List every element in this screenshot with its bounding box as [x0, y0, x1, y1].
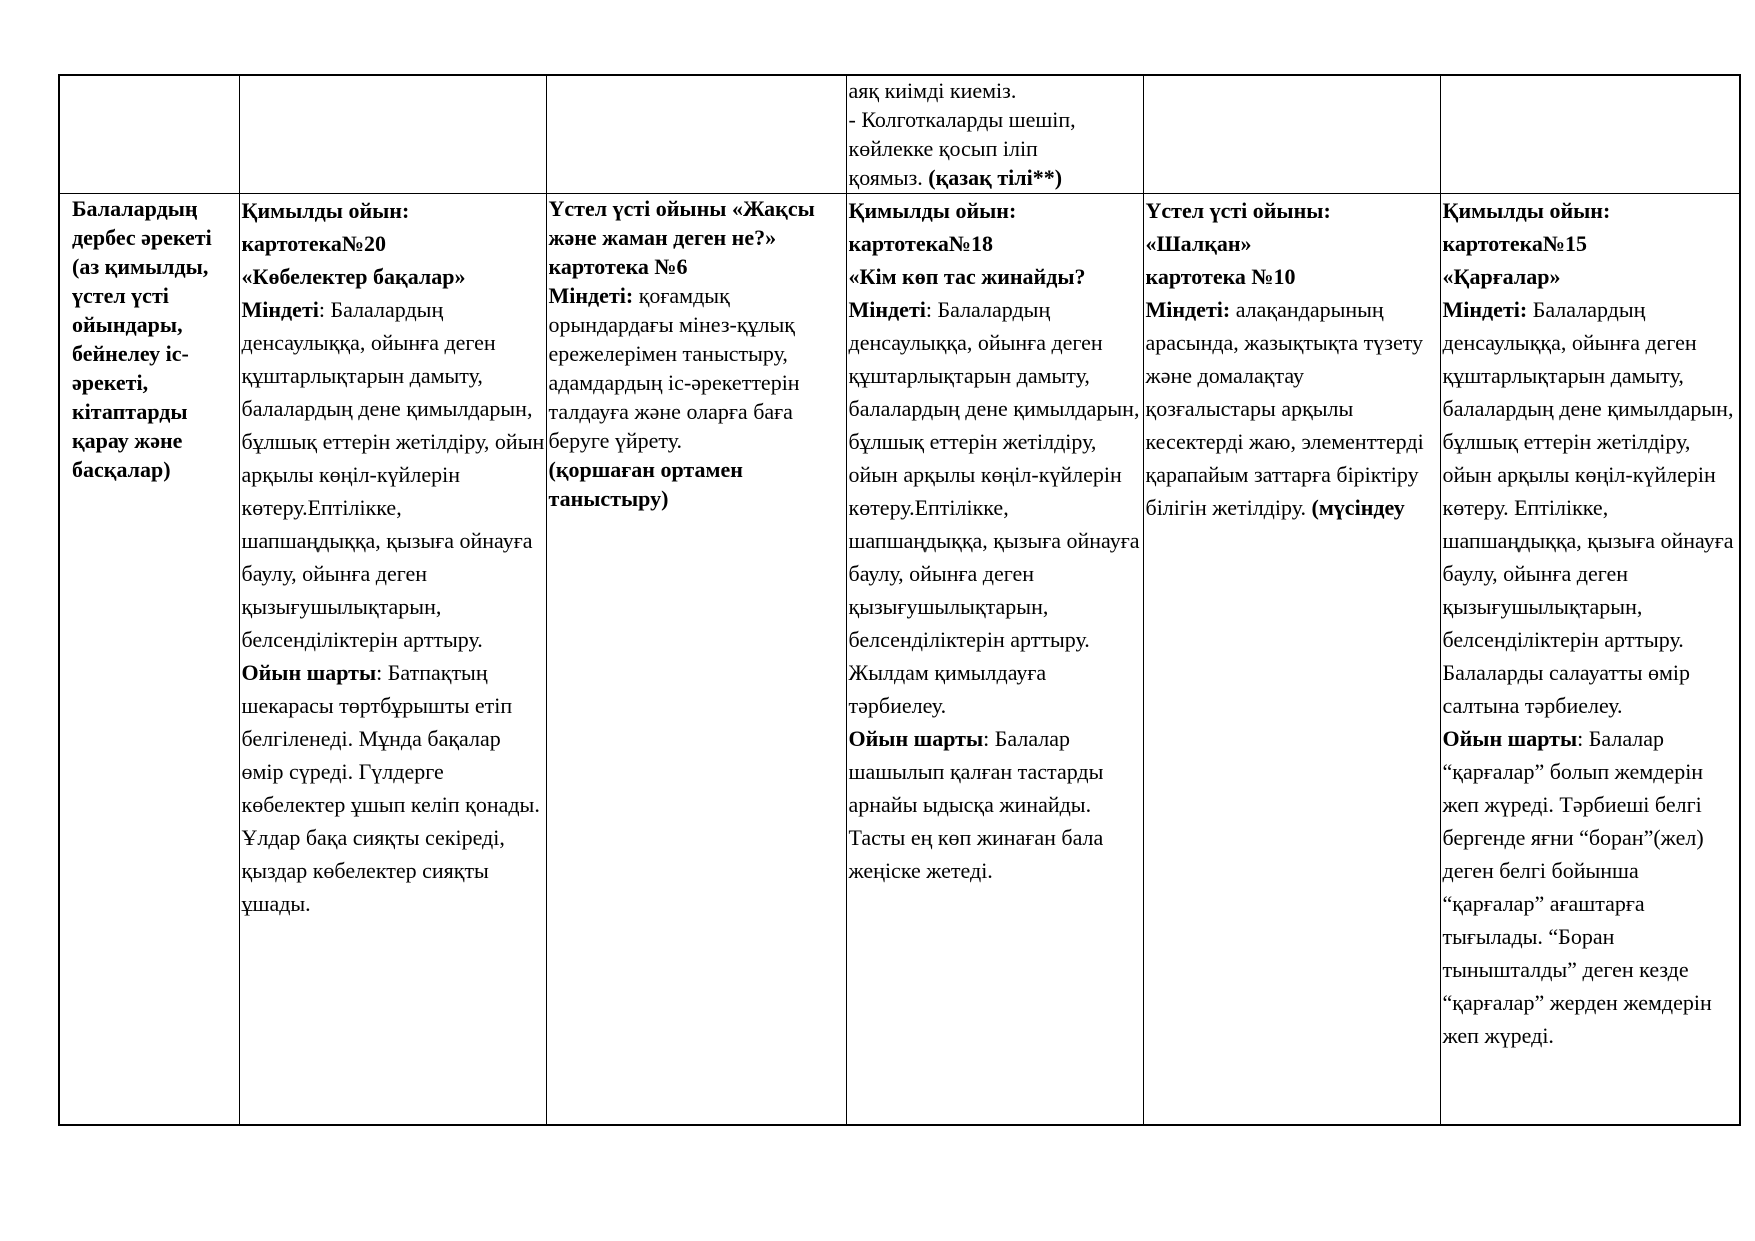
- activity-title-line: картотека №6: [548, 253, 688, 279]
- rules-paragraph: [242, 656, 546, 920]
- cell-line: [849, 105, 1143, 192]
- subject-tag: (қоршаған ортамен таныстыру): [548, 456, 743, 511]
- activity-title-line: картотека№20: [241, 230, 387, 256]
- task-label: Міндеті:: [548, 282, 634, 308]
- activity-title-line: Үстел үсті ойыны:: [1145, 197, 1331, 223]
- activity-title-line: «Көбелектер бақалар»: [241, 263, 466, 289]
- activity-title-line: Қимылды ойын:: [848, 197, 1017, 223]
- activity-title-line: «Кім көп тас жинайды?: [848, 263, 1086, 289]
- cell-text: - Колготкаларды шешіп, көйлекке қосып іліп қоямыз.: [848, 107, 1076, 190]
- rules-text: : Балалар “қарғалар” болып жемдерін жеп жүреді. Тәрбиеші белгі бергенде яғни “боран”(жел) деген белгі бойынша “қарғалар” ағаштарға тығылады. “Боран тынышталды” деген кезде “қарғалар” жерден жемдерін жеп жүреді.: [1442, 725, 1712, 1048]
- rules-paragraph: [849, 722, 1143, 887]
- table-row-continued: [59, 75, 1740, 193]
- task-text: : Балалардың денсаулыққа, ойынға деген құштарлықтарын дамыту, балалардың дене қимылдарын, бұлшық еттерін жетілдіру, ойын арқылы көңіл-күйлерін көтеру.Ептілікке, шапшаңдыққа, қызыға ойнауға баулу, ойынға деген қызығушылықтарын, белсенділіктерін арттыру. Жылдам қимылдауға тәрбиелеу.: [848, 296, 1140, 718]
- table-cell: [59, 75, 239, 193]
- plan-table: [58, 74, 1741, 1126]
- rules-text: : Балалар шашылып қалған тастарды арнайы ыдысқа жинайды. Тасты ең көп жинаған бала жеңіске жетеді.: [848, 725, 1104, 883]
- rules-label: Ойын шарты: [848, 725, 984, 751]
- activity-title-line: «Шалқан»: [1145, 230, 1252, 256]
- rules-label: Ойын шарты: [241, 659, 377, 685]
- task-paragraph: [242, 293, 546, 656]
- task-paragraph: [549, 281, 846, 455]
- activity-cell-4: [1143, 193, 1440, 1125]
- task-paragraph: [1146, 293, 1440, 524]
- activity-title-line: картотека№18: [848, 230, 994, 256]
- task-text: : Балалардың денсаулыққа, ойынға деген құштарлықтарын дамыту, балалардың дене қимылдарын, бұлшық еттерін жетілдіру, ойын арқылы көңіл-күйлерін көтеру.Ептілікке, шапшаңдыққа, қызыға ойнауға баулу, ойынға деген қызығушылықтарын, белсенділіктерін арттыру.: [241, 296, 545, 652]
- task-label: Міндеті:: [1145, 296, 1231, 322]
- activity-title-line: «Қарғалар»: [1442, 263, 1561, 289]
- table-cell-continued-text: [846, 75, 1143, 193]
- task-text: қоғамдық орындардағы мінез-құлық ережелерімен таныстыру, адамдардың іс-әрекеттерін талдауға және оларға баға беруге үйрету.: [548, 282, 800, 453]
- activity-cell-2: [546, 193, 846, 1125]
- row-label: Балалардың дербес әрекеті (аз қимылды, үстел үсті ойындары, бейнелеу іс-әрекеті, кітаптарды қарау және басқалар): [72, 195, 212, 482]
- table-row-activities: [59, 193, 1740, 1125]
- task-label: Міндеті:: [1442, 296, 1528, 322]
- activity-title-line: картотека№15: [1442, 230, 1588, 256]
- subject-tag: (мүсіндеу: [1311, 494, 1405, 520]
- task-paragraph: [849, 293, 1143, 722]
- task-text: Балалардың денсаулыққа, ойынға деген құштарлықтарын дамыту, балалардың дене қимылдарын, бұлшық еттерін жетілдіру, ойын арқылы көңіл-күйлерін көтеру. Ептілікке, шапшаңдыққа, қызыға ойнауға баулу, ойынға деген қызығушылықтарын, белсенділіктерін арттыру. Балаларды салауатты өмір салтына тәрбиелеу.: [1442, 296, 1734, 718]
- table-cell: [1440, 75, 1740, 193]
- activity-title-line: картотека №10: [1145, 263, 1296, 289]
- task-text: алақандарының арасында, жазықтықта түзету және домалақтау қозғалыстары арқылы кесектерді жаю, элементтерді қарапайым заттарға біріктіру білігін жетілдіру.: [1145, 296, 1424, 520]
- activity-cell-5: [1440, 193, 1740, 1125]
- rules-label: Ойын шарты: [1442, 725, 1578, 751]
- table-cell: [1143, 75, 1440, 193]
- table-cell: [239, 75, 546, 193]
- rules-text: : Батпақтың шекарасы төртбұрышты етіп белгіленеді. Мұнда бақалар өмір сүреді. Гүлдерге көбелектер ұшып келіп қонады. Ұлдар бақа сияқты секіреді, қыздар көбелектер сияқты ұшады.: [241, 659, 540, 916]
- rules-paragraph: [1443, 722, 1740, 1052]
- activity-title-line: Қимылды ойын:: [241, 197, 410, 223]
- row-label-cell: [59, 193, 239, 1125]
- activity-title-line: Қимылды ойын:: [1442, 197, 1611, 223]
- task-label: Міндеті: [241, 296, 319, 322]
- task-label: Міндеті: [848, 296, 926, 322]
- cell-line: аяқ киімді киеміз.: [848, 78, 1017, 103]
- activity-cell-1: [239, 193, 546, 1125]
- activity-title-line: Үстел үсті ойыны «Жақсы және жаман деген не?»: [548, 195, 815, 250]
- table-cell: [546, 75, 846, 193]
- task-paragraph: [1443, 293, 1740, 722]
- subject-tag: (қазақ тілі**): [928, 165, 1063, 190]
- activity-cell-3: [846, 193, 1143, 1125]
